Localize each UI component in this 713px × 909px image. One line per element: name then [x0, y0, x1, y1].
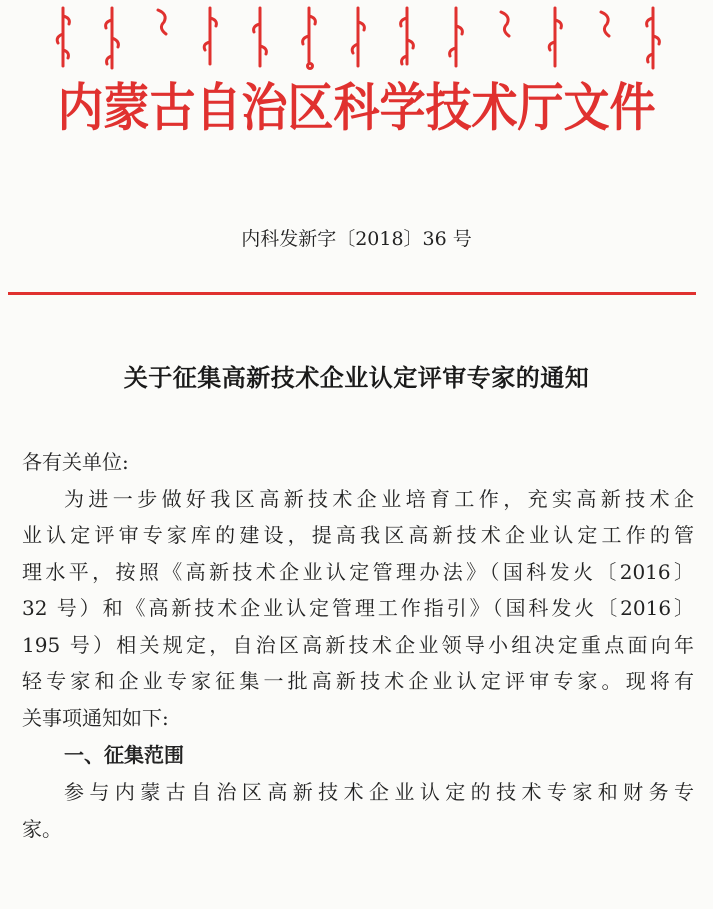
- red-divider: [8, 292, 696, 295]
- salutation: 各有关单位:: [22, 450, 129, 474]
- mongolian-script-header: [52, 6, 664, 76]
- paragraph-line: 关事项通知如下:: [22, 705, 169, 730]
- paragraph-line: 家。: [22, 816, 62, 841]
- paragraph-line: 轻专家和企业专家征集一批高新技术企业认定评审专家。现将有: [22, 669, 694, 693]
- document-body: [22, 444, 694, 847]
- paragraph-line: 195 号）相关规定，自治区高新技术企业领导小组决定重点面向年: [22, 632, 694, 657]
- section-heading: 一、征集范围: [64, 743, 184, 767]
- paragraph-line: 为进一步做好我区高新技术企业培育工作，充实高新技术企: [64, 486, 694, 511]
- paragraph-line: 参与内蒙古自治区高新技术企业认定的技术专家和财务专: [64, 780, 694, 804]
- issuer-title: 内蒙古自治区科学技术厅文件: [57, 77, 656, 138]
- document-number: 内科发新字〔2018〕36 号: [241, 228, 472, 250]
- notice-title: 关于征集高新技术企业认定评审专家的通知: [123, 363, 590, 392]
- paragraph-line: 理水平，按照《高新技术企业认定管理办法》（国科发火〔2016〕: [22, 559, 694, 584]
- paragraph-line: 业认定评审专家库的建设，提高我区高新技术企业认定工作的管: [22, 523, 694, 547]
- paragraph-line: 32 号）和《高新技术企业认定管理工作指引》（国科发火〔2016〕: [22, 596, 694, 620]
